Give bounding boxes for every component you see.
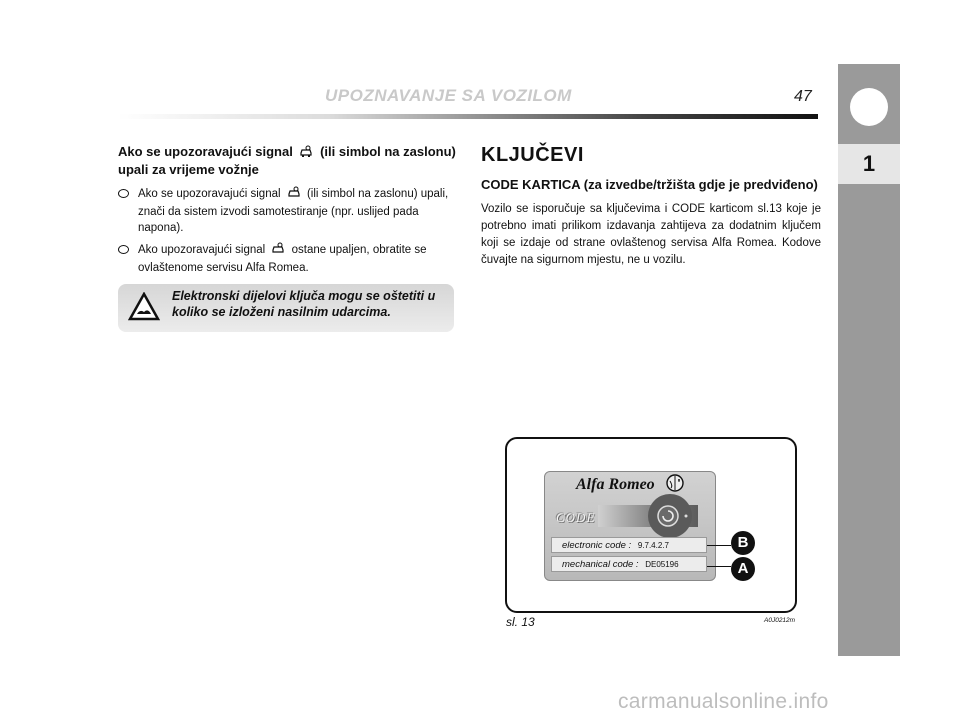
section-title-part2: (ili simbol na zaslonu) upali za vrijeme vožnje [118, 144, 456, 177]
immobilizer-car-key-icon [299, 145, 313, 162]
watermark: carmanualsonline.info [618, 690, 829, 713]
body-paragraph: Vozilo se isporučuje sa ključevima i CODE karticom sl.13 koje je potrebno imati prilikom izdavanja zahtijeva za dodatnim ključem koji se izdaje od strane ovlaštenog servisa Alfa Romea. Kodove čuvajte na sigurnom mjestu, ne u vozilu. [481, 203, 821, 266]
callout-a: A [731, 557, 755, 581]
bullet-text [138, 242, 458, 276]
card-brand: Alfa Romeo [576, 476, 655, 493]
list-item [118, 186, 458, 236]
card-code-label: CODE [556, 510, 596, 525]
bullet-text-part2: (ili simbol na zaslonu) upali, znači da sistem izvodi samotestiranje (npr. uslijed pada napona). [138, 188, 449, 234]
bullet-text-part1: Ako se upozoravajući signal [138, 188, 281, 200]
right-column [481, 144, 821, 269]
immobilizer-car-key-icon [271, 242, 285, 260]
warning-text: Elektronski dijelovi ključa mogu se oštetiti u koliko se izloženi nasilnim udarcima. [172, 289, 436, 319]
list-item [118, 242, 458, 276]
chapter-number: 1 [838, 144, 900, 184]
electronic-code-row [551, 537, 707, 553]
section-title-warning-light [118, 144, 458, 178]
mechanical-code-row [551, 556, 707, 572]
running-head: UPOZNAVANJE SA VOZILOM [325, 86, 572, 105]
left-column [118, 144, 458, 282]
bullet-text [138, 186, 458, 236]
bullet-text-part2: ostane upaljen, obratite se ovlaštenome servisu Alfa Romea. [138, 244, 427, 274]
mechanical-code-value: DE05196 [645, 560, 679, 569]
callout-line-b [707, 545, 731, 546]
electronic-code-value: 9.7.4.2.7 [637, 541, 669, 550]
header-rule [118, 114, 818, 119]
chapter-circle-icon [850, 88, 888, 126]
section-title-part1: Ako se upozoravajući signal [118, 144, 293, 159]
mechanical-code-label: mechanical code : [562, 559, 639, 570]
figure-code: A0J0212m [764, 617, 796, 624]
warning-triangle-icon [128, 292, 160, 327]
page-number: 47 [794, 88, 812, 105]
subsection-title-code-card: CODE KARTICA (za izvedbe/tržišta gdje je predviđeno) [481, 177, 818, 192]
bullet-text-part1: Ako upozoravajući signal [138, 244, 266, 256]
immobilizer-car-key-icon [287, 186, 301, 204]
bullet-circle-icon [118, 189, 129, 198]
figure-caption: sl. 13 [506, 615, 535, 629]
electronic-code-label: electronic code : [562, 540, 632, 551]
section-title-keys: KLJUČEVI [481, 144, 584, 166]
callout-line-a [707, 566, 731, 567]
code-key-icon [648, 494, 692, 538]
bullet-circle-icon [118, 245, 129, 254]
callout-b: B [731, 531, 755, 555]
